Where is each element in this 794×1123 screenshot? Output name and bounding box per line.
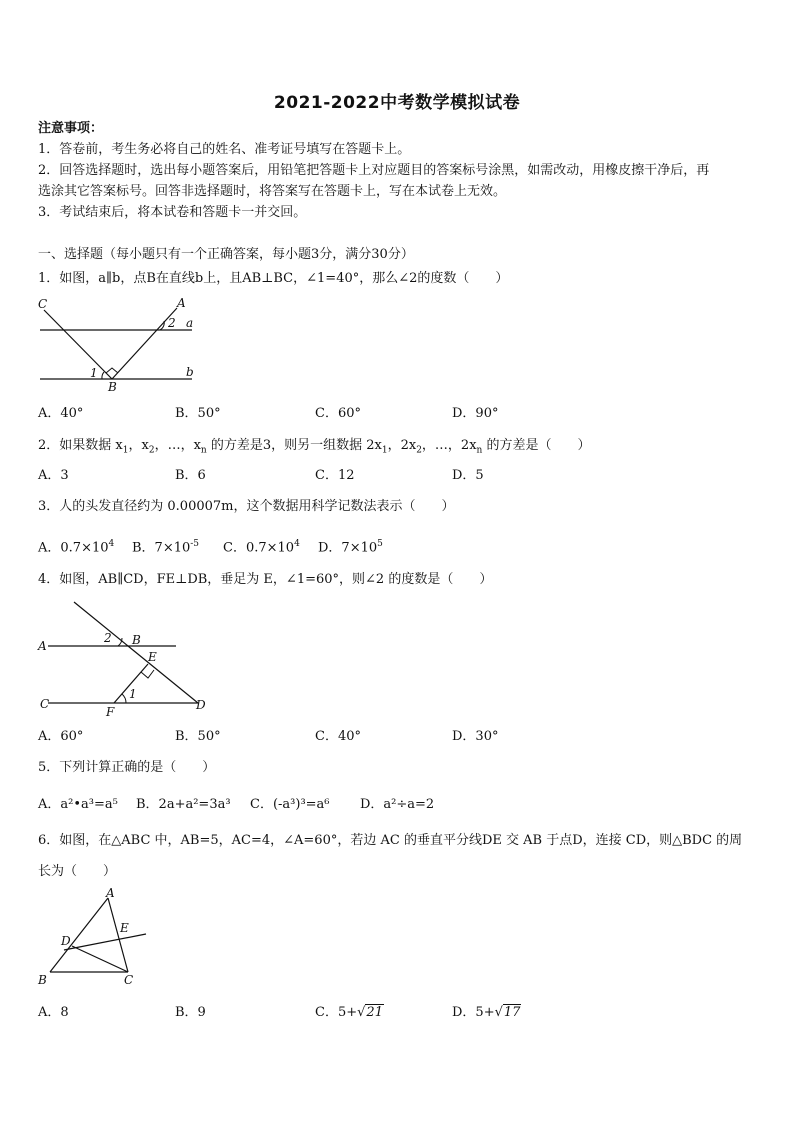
q6-label-a: A — [106, 886, 115, 900]
q4-option-a[interactable]: A．60° — [38, 729, 84, 744]
q4-label-d: D — [196, 698, 206, 712]
q6-option-c[interactable] — [315, 1004, 384, 1022]
notes-heading: 注意事项： — [38, 121, 104, 136]
q2-option-a[interactable]: A．3 — [38, 468, 69, 483]
q6-label-b: B — [38, 973, 47, 987]
q2-option-d[interactable]: D．5 — [452, 468, 484, 483]
q1-label-a-point: A — [177, 296, 186, 310]
q3-option-d-base: D．7×10 — [318, 540, 378, 556]
q2-option-c[interactable]: C．12 — [315, 468, 355, 483]
q4-label-a: A — [38, 639, 47, 653]
note-3: 3．考试结束后，将本试卷和答题卡一并交回。 — [38, 205, 307, 220]
q1-option-c[interactable]: C．60° — [315, 406, 361, 421]
note-2: 2．回答选择题时，选出每小题答案后，用铅笔把答题卡上对应题目的答案标号涂黑，如需改动，用橡皮擦干净后，再 — [38, 163, 710, 178]
q3-stem: 3．人的头发直径约为 0.00007m，这个数据用科学记数法表示（ ） — [38, 499, 455, 514]
q2-stem-part: 的方差是（ ） — [482, 438, 591, 453]
q3-option-b[interactable] — [132, 535, 199, 557]
q6-option-d-prefix: D．5+ — [452, 1005, 495, 1020]
q1-option-d[interactable]: D．90° — [452, 406, 499, 421]
q4-label-f: F — [106, 705, 115, 719]
q6-option-c-radicand: 21 — [366, 1005, 383, 1020]
q6-option-d-radicand: 17 — [503, 1005, 521, 1020]
section-heading: 一、选择题（每小题只有一个正确答案，每小题3分，满分30分） — [38, 247, 414, 262]
q4-label-e: E — [148, 650, 157, 664]
q4-label-c: C — [40, 697, 50, 711]
q3-option-a-exp: 4 — [108, 539, 115, 549]
q6-stem-cont: 长为（ ） — [38, 864, 117, 879]
q4-label-2: 2 — [104, 631, 112, 645]
sqrt-symbol: √21 — [357, 1005, 383, 1020]
page-title: 2021-2022中考数学模拟试卷 — [273, 93, 521, 113]
q2-stem-part: ，…，x — [154, 438, 201, 453]
q6-segment-cd — [72, 946, 128, 972]
q2-stem-part: 2．如果数据 x — [38, 438, 123, 453]
q3-option-b-exp: -5 — [190, 539, 200, 549]
q1-label-line-a: a — [186, 316, 194, 330]
q6-stem: 6．如图，在△ABC 中，AB=5，AC=4，∠A=60°，若边 AC 的垂直平分线DE 交 AB 于点D，连接 CD，则△BDC 的周 — [38, 833, 743, 848]
q5-stem: 5．下列计算正确的是（ ） — [38, 760, 216, 775]
q3-option-d[interactable] — [318, 535, 383, 557]
note-2-cont: 选涂其它答案标号。回答非选择题时，将答案写在答题卡上，写在本试卷上无效。 — [38, 184, 507, 199]
q6-side-ab — [50, 898, 108, 972]
q2-stem — [38, 437, 590, 460]
q6-option-c-prefix: C．5+ — [315, 1005, 358, 1020]
note-1: 1．答卷前，考生务必将自己的姓名、准考证号填写在答题卡上。 — [38, 142, 411, 157]
q1-option-b[interactable]: B．50° — [175, 406, 221, 421]
q6-option-b[interactable]: B．9 — [175, 1005, 206, 1020]
q4-label-1: 1 — [129, 687, 137, 701]
q1-option-a[interactable]: A．40° — [38, 406, 84, 421]
q6-label-d: D — [61, 934, 71, 948]
q2-option-b[interactable]: B．6 — [175, 468, 206, 483]
q2-sub: n — [476, 445, 483, 456]
q5-option-c[interactable]: C．(-a³)³=a⁶ — [250, 797, 330, 812]
q1-label-1: 1 — [90, 366, 98, 380]
q6-option-d[interactable] — [452, 1004, 521, 1022]
q6-side-ac — [108, 898, 128, 972]
q6-figure — [36, 888, 156, 990]
q3-option-c[interactable] — [223, 535, 300, 557]
q2-sub: n — [200, 445, 207, 456]
q3-option-c-exp: 4 — [294, 539, 300, 549]
q3-option-a[interactable] — [38, 535, 114, 557]
q2-sub: 1 — [122, 445, 129, 456]
q1-label-c: C — [38, 297, 48, 311]
q6-option-a[interactable]: A．8 — [38, 1005, 69, 1020]
q4-angle-1-arc — [122, 694, 126, 703]
q1-label-line-b: b — [186, 365, 194, 379]
q2-stem-part: ，2x — [387, 438, 417, 453]
sqrt-symbol: √17 — [494, 1005, 521, 1020]
q3-option-a-base: A．0.7×10 — [38, 540, 109, 556]
q4-option-c[interactable]: C．40° — [315, 729, 361, 744]
q3-option-b-base: B．7×10 — [132, 540, 191, 556]
q2-stem-part: ，…，2x — [421, 438, 477, 453]
q6-label-c: C — [124, 973, 134, 987]
q2-sub: 2 — [148, 445, 155, 456]
q4-option-d[interactable]: D．30° — [452, 729, 499, 744]
q5-option-a[interactable]: A．a²•a³=a⁵ — [38, 797, 118, 812]
q5-option-d[interactable]: D．a²÷a=2 — [360, 797, 435, 812]
q6-label-e: E — [120, 921, 129, 935]
q3-option-c-base: C．0.7×10 — [223, 540, 295, 556]
q4-stem: 4．如图，AB∥CD，FE⊥DB，垂足为 E，∠1=60°，则∠2 的度数是（ ） — [38, 572, 493, 587]
q1-stem: 1．如图，a∥b，点B在直线b上，且AB⊥BC，∠1=40°，那么∠2的度数（ ） — [38, 271, 509, 286]
q1-figure — [36, 296, 196, 392]
q4-label-b: B — [132, 633, 141, 647]
q1-segment-cb — [44, 310, 112, 379]
q1-angle-1-arc — [102, 372, 104, 379]
q2-stem-part: 的方差是3，则另一组数据 2x — [206, 438, 382, 453]
q2-sub: 2 — [416, 445, 422, 456]
q1-label-b-point: B — [108, 380, 117, 394]
q2-sub: 1 — [381, 445, 388, 456]
q2-stem-part: ，x — [128, 438, 149, 453]
q5-option-b[interactable]: B．2a+a²=3a³ — [136, 797, 231, 812]
q4-right-angle-mark — [141, 670, 154, 678]
q4-option-b[interactable]: B．50° — [175, 729, 221, 744]
q1-right-angle-mark — [106, 368, 118, 373]
q4-figure — [36, 598, 216, 720]
q3-option-d-exp: 5 — [377, 539, 383, 549]
q1-label-2: 2 — [168, 316, 176, 330]
